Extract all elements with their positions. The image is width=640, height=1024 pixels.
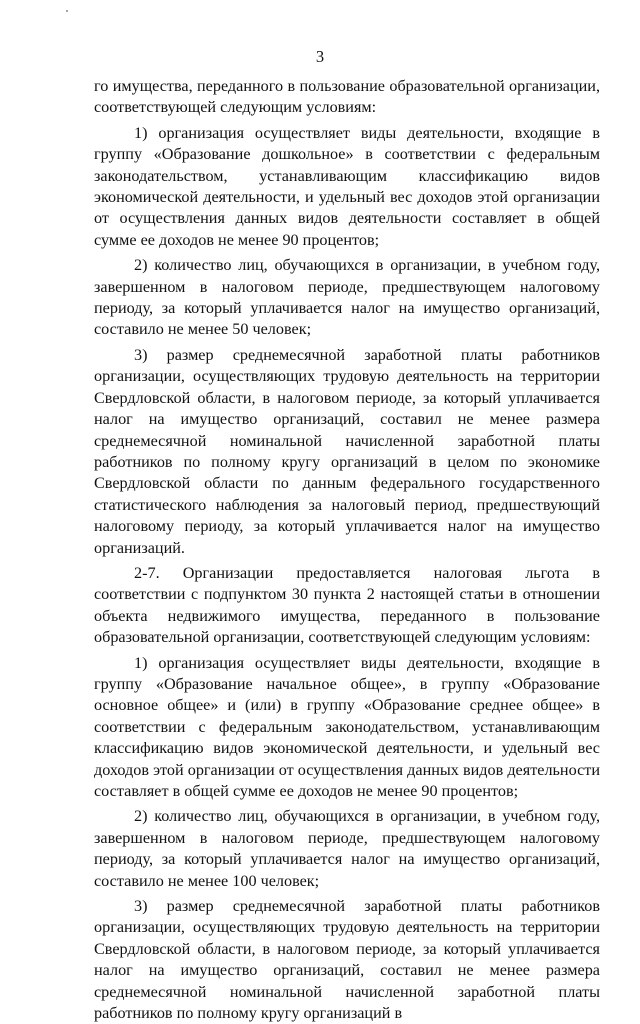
paragraph-condition-1-general: 1) организация осуществляет виды деятельности, входящие в группу «Образование начальное общее», в группу «Образование основное общее» и (или) в группу «Образование среднее общее» в соответствии с федеральным законодательством, устанавливающим классификацию видов экономической деятельности, и удельный вес доходов этой организации от осуществления данных видов деятельности составляет в общей сумме ее доходов не менее 90 процентов; xyxy=(94,653,600,800)
paragraph-condition-3-preschool: 3) размер среднемесячной заработной платы работников организации, осуществляющих трудовую деятельность на территории Свердловской области, в налоговом периоде, за который уплачивается налог на имущество организаций, составил не менее размера среднемесячной номинальной начисленной заработной платы работников по полному кругу организаций в целом по экономике Свердловской области по данным федерального государственного статистического наблюдения за налоговый период, предшествующий налоговому периоду, за который уплачивается налог на имущество организаций. xyxy=(94,345,600,557)
paragraph-condition-2-preschool: 2) количество лиц, обучающихся в организации, в учебном году, завершенном в налоговом периоде, предшествующем налоговому периоду, за который уплачивается налог на имущество организаций, составило не менее 50 человек; xyxy=(94,256,600,339)
paragraph-condition-1-preschool: 1) организация осуществляет виды деятельности, входящие в группу «Образование дошкольное» в соответствии с федеральным законодательством, устанавливающим классификацию видов экономической деятельности, и удельный вес доходов этой организации от осуществления данных видов деятельности составляет в общей сумме ее доходов не менее 90 процентов; xyxy=(94,123,600,249)
page-number: 3 xyxy=(315,47,325,66)
paragraph-clause-2-7: 2-7. Организации предоставляется налоговая льгота в соответствии с подпунктом 30 пункта 2 настоящей статьи в отношении объекта недвижимого имущества, переданного в пользование образовательной организации, соответствующей следующим условиям: xyxy=(94,563,600,647)
document-body xyxy=(94,76,600,1024)
scan-speck xyxy=(66,10,68,12)
paragraph-condition-2-general: 2) количество лиц, обучающихся в организации, в учебном году, завершенном в налоговом периоде, предшествующем налоговому периоду, за который уплачивается налог на имущество организаций, составило не менее 100 человек; xyxy=(94,807,600,890)
paragraph-condition-3-general: 3) размер среднемесячной заработной платы работников организации, осуществляющих трудовую деятельность на территории Свердловской области, в налоговом периоде, за который уплачивается налог на имущество организаций, составил не менее размера среднемесячной номинальной начисленной заработной платы работников по полному кругу организаций в xyxy=(94,897,600,1023)
paragraph-continuation: го имущества, переданного в пользование образовательной организации, соответствующей следующим условиям: xyxy=(94,77,600,117)
